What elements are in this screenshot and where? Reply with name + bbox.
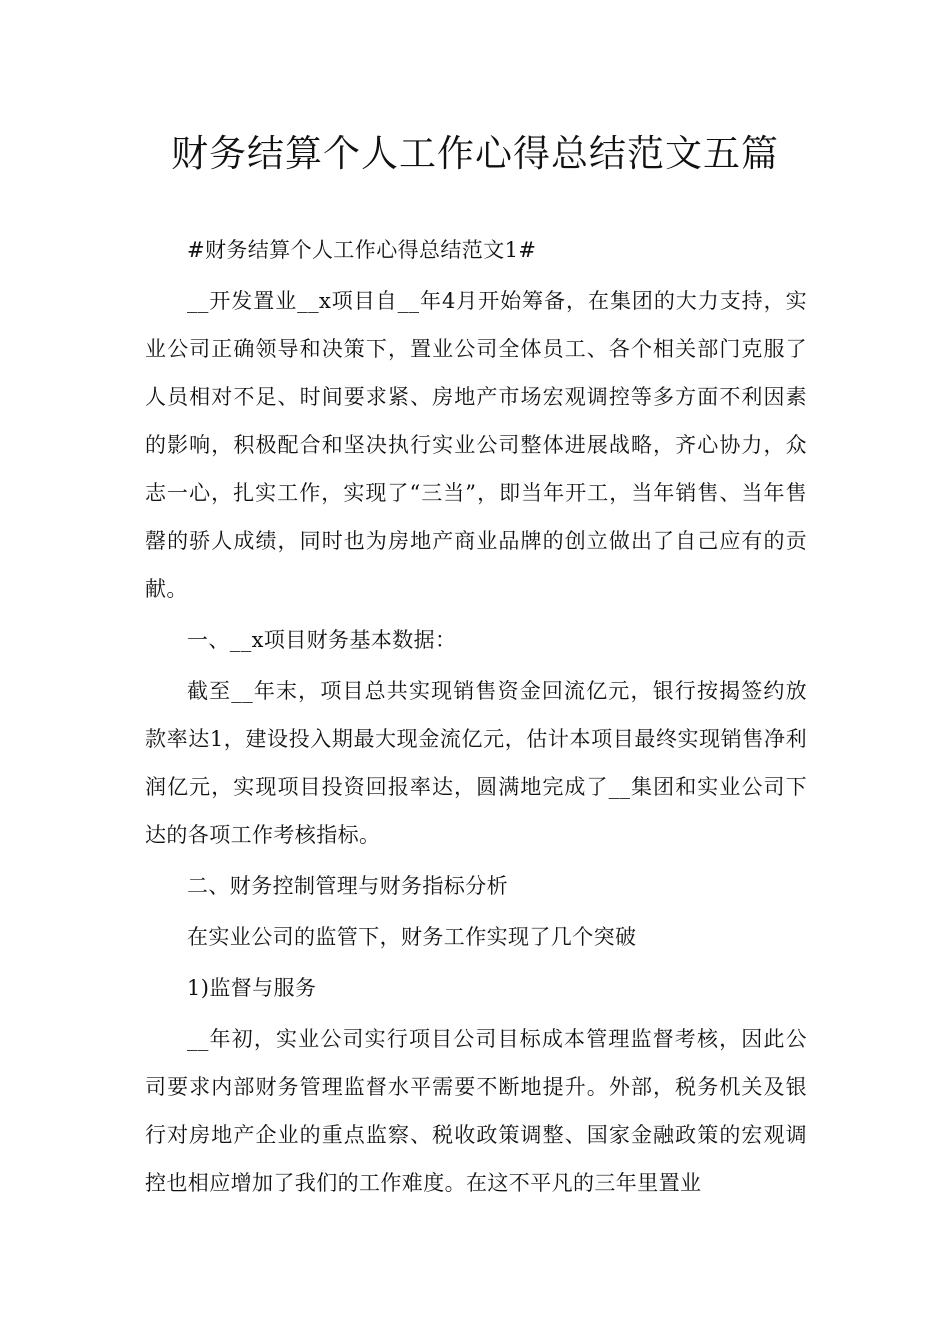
- document-body: [145, 226, 807, 1210]
- section-heading: #财务结算个人工作心得总结范文1#: [187, 238, 537, 262]
- paragraph: 在实业公司的监管下，财务工作实现了几个突破: [187, 925, 637, 949]
- paragraph: __开发置业__x项目自__年4月开始筹备，在集团的大力支持，实业公司正确领导和决策下，置业公司全体员工、各个相关部门克服了人员相对不足、时间要求紧、房地产市场宏观调控等多方面不利因素的影响，积极配合和坚决执行实业公司整体进展战略，齐心协力，众志一心，扎实工作，实现了“三当”，即当年开工，当年销售、当年售罄的骄人成绩，同时也为房地产商业品牌的创立做出了自己应有的贡献。: [145, 289, 807, 601]
- paragraph: 截至__年末，项目总共实现销售资金回流亿元，银行按揭签约放款率达1，建设投入期最大现金流亿元，估计本项目最终实现销售净利润亿元，实现项目投资回报率达，圆满地完成了__集团和实业公司下达的各项工作考核指标。: [145, 679, 807, 847]
- section-heading: 二、财务控制管理与财务指标分析: [187, 874, 508, 898]
- document-title: 财务结算个人工作心得总结范文五篇: [171, 132, 779, 175]
- subsection-heading: 1)监督与服务: [187, 976, 317, 1000]
- section-heading: 一、__x项目财务基本数据：: [187, 628, 457, 652]
- paragraph: __年初，实业公司实行项目公司目标成本管理监督考核，因此公司要求内部财务管理监督水平需要不断地提升。外部，税务机关及银行对房地产企业的重点监察、税收政策调整、国家金融政策的宏观调控也相应增加了我们的工作难度。在这不平凡的三年里置业: [145, 1027, 807, 1195]
